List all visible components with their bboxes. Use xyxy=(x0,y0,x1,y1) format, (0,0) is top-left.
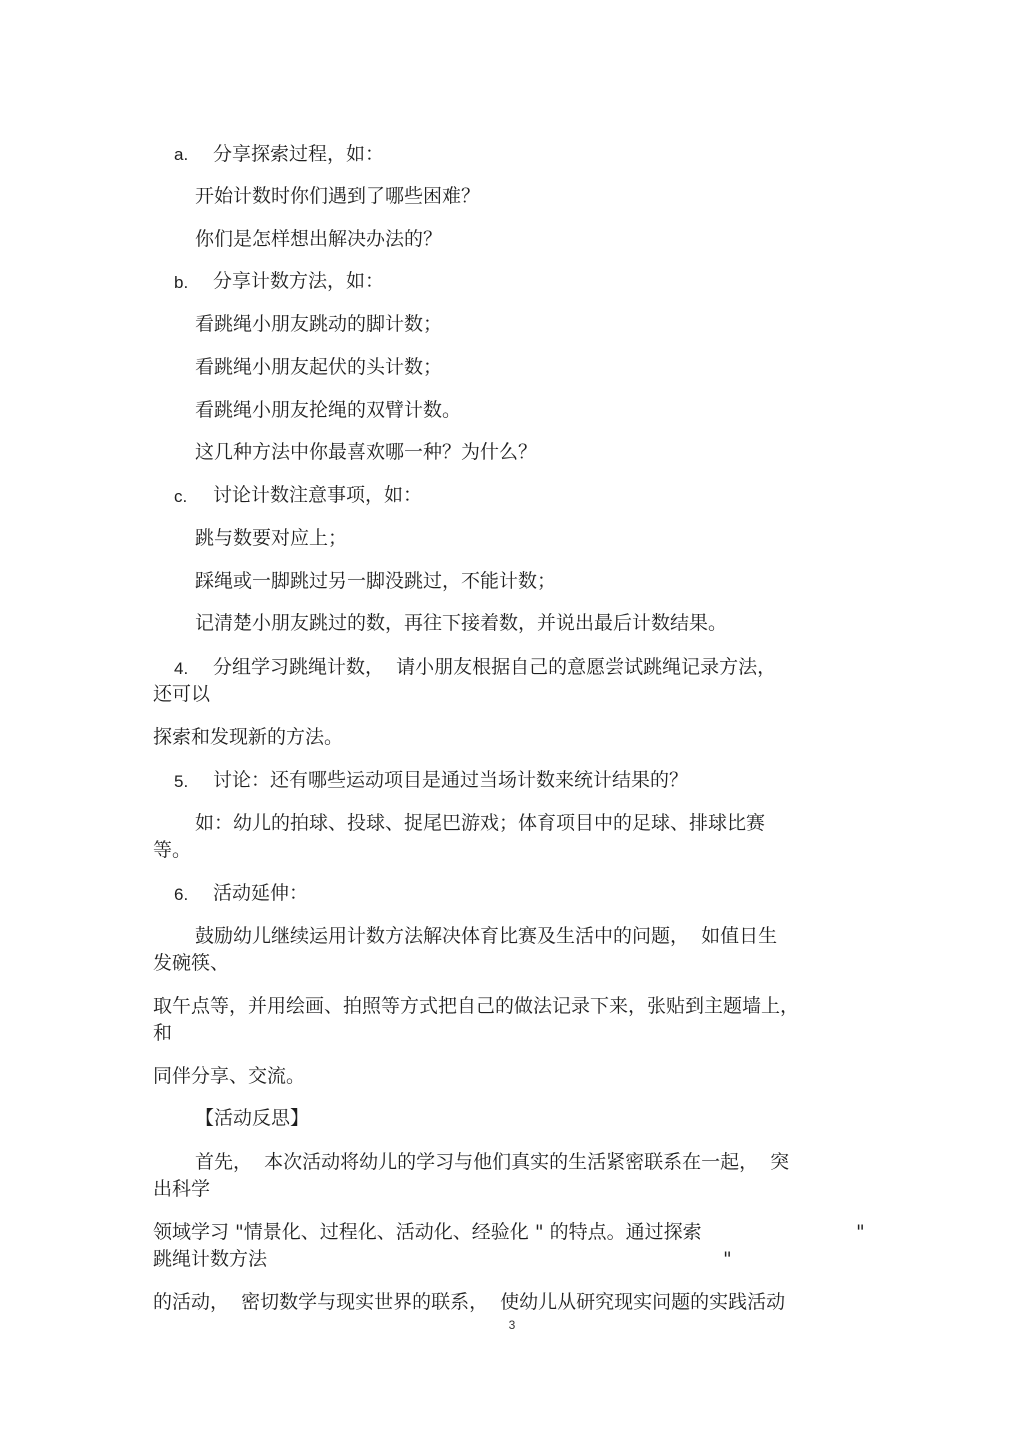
item-b-line-3: 看跳绳小朋友抡绳的双臂计数。 xyxy=(195,399,462,421)
item-label-c: c. xyxy=(174,487,188,506)
step-4-continuation-1: 还可以 xyxy=(153,683,211,705)
step-5-text: 讨论：还有哪些运动项目是通过当场计数来统计结果的？ xyxy=(213,769,689,791)
item-c-line-1: 跳与数要对应上； xyxy=(195,527,348,549)
item-b-line-2: 看跳绳小朋友起伏的头计数； xyxy=(195,356,443,378)
step-5-paragraph-continuation: 等。 xyxy=(153,839,192,861)
step-5-paragraph: 如：幼儿的拍球、投球、捉尾巴游戏；体育项目中的足球、排球比赛 xyxy=(195,812,766,834)
reflection-line-2-quote: " xyxy=(856,1221,865,1243)
step-4-text: 分组学习跳绳计数， 请小朋友根据自己的意愿尝试跳绳记录方法， xyxy=(213,656,777,678)
step-6-paragraph-1: 鼓励幼儿继续运用计数方法解决体育比赛及生活中的问题， 如值日生 xyxy=(195,925,778,947)
item-a-line-1: 开始计数时你们遇到了哪些困难？ xyxy=(195,185,481,207)
item-b-text: 分享计数方法，如： xyxy=(213,270,385,292)
item-a-text: 分享探索过程，如： xyxy=(213,143,385,165)
item-b-line-4: 这几种方法中你最喜欢哪一种？为什么？ xyxy=(195,441,538,463)
reflection-line-1-continuation: 出科学 xyxy=(153,1178,211,1200)
page-number: 3 xyxy=(508,1318,516,1332)
item-a-line-2: 你们是怎样想出解决办法的？ xyxy=(195,228,443,250)
step-6-paragraph-2: 取午点等，并用绘画、拍照等方式把自己的做法记录下来，张贴到主题墙上， xyxy=(153,995,800,1017)
step-6-paragraph-3: 同伴分享、交流。 xyxy=(153,1065,306,1087)
reflection-line-1: 首先， 本次活动将幼儿的学习与他们真实的生活紧密联系在一起， 突 xyxy=(195,1151,790,1173)
step-label-6: 6. xyxy=(174,885,189,904)
step-6-paragraph-2-continuation: 和 xyxy=(153,1022,173,1044)
step-label-4: 4. xyxy=(174,659,189,678)
item-c-line-2: 踩绳或一脚跳过另一脚没跳过，不能计数； xyxy=(195,570,557,592)
reflection-line-2-continuation-quote: " xyxy=(723,1248,732,1270)
reflection-heading: 【活动反思】 xyxy=(195,1107,310,1129)
item-label-a: a. xyxy=(174,145,189,164)
reflection-line-2: 领域学习 "情景化、过程化、活动化、经验化 " 的特点。通过探索 xyxy=(153,1221,702,1243)
step-label-5: 5. xyxy=(174,772,189,791)
item-b-line-1: 看跳绳小朋友跳动的脚计数； xyxy=(195,313,443,335)
step-4-continuation-2: 探索和发现新的方法。 xyxy=(153,726,344,748)
step-6-paragraph-1-continuation: 发碗筷、 xyxy=(153,952,230,974)
step-6-text: 活动延伸： xyxy=(213,882,309,904)
reflection-line-2-continuation: 跳绳计数方法 xyxy=(153,1248,268,1270)
item-c-text: 讨论计数注意事项，如： xyxy=(213,484,423,506)
reflection-line-3: 的活动， 密切数学与现实世界的联系， 使幼儿从研究现实问题的实践活动 xyxy=(153,1291,786,1313)
item-c-line-3: 记清楚小朋友跳过的数，再往下接着数，并说出最后计数结果。 xyxy=(195,612,728,634)
item-label-b: b. xyxy=(174,273,189,292)
